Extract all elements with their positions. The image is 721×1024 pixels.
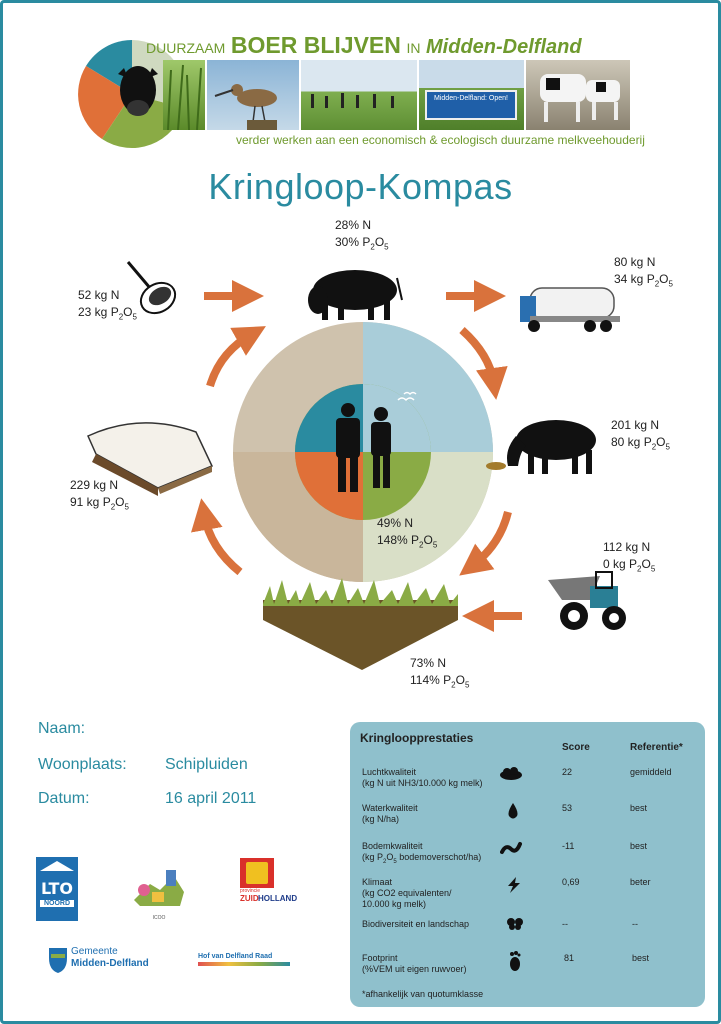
row-bio-name: Biodiversiteit en landschap [362, 919, 470, 929]
name-label: Naam: [38, 720, 86, 737]
row-water-name: Waterkwaliteit [362, 803, 418, 813]
fertilizer-spreader-icon [548, 572, 626, 630]
row-climate-score: 0,69 [562, 877, 580, 887]
cow-pct-p: 30% $P_2O_5$ [335, 235, 389, 252]
row-climate-ref: beter [630, 877, 651, 887]
row-climate-unit2: 10.000 kg melk) [362, 899, 427, 909]
row-water-score: 53 [562, 803, 573, 813]
soil-label [410, 655, 469, 693]
crop-n: 229 kg N [70, 478, 119, 492]
row-footprint-unit: (%VEM uit eigen ruwvoer) [362, 964, 467, 974]
lto-logo [36, 857, 78, 921]
manure-n: 201 kg N [611, 418, 660, 432]
fertilizer-label [603, 539, 655, 577]
row-air-unit: (kg N uit NH3/10.000 kg melk) [362, 778, 483, 788]
center-label [377, 515, 437, 553]
manure-label [611, 417, 670, 455]
footprint-icon [508, 950, 522, 972]
row-water-ref: best [630, 803, 648, 813]
center-p: 148% $P_2O_5$ [377, 533, 438, 550]
lightning-icon [506, 876, 522, 894]
holland-text: HOLLAND [258, 894, 298, 903]
feed-n: 52 kg N [78, 288, 120, 302]
date-label: Datum: [38, 790, 90, 807]
crop-label [70, 477, 129, 515]
cow-icon [308, 270, 402, 320]
feed-label [78, 287, 137, 325]
sign-board: Midden-Delfland: Open! [425, 90, 517, 120]
row-footprint-ref: best [632, 953, 650, 963]
soil-p: 114% $P_2O_5$ [410, 673, 470, 690]
hof-stripe [198, 962, 290, 966]
row-air-score: 22 [562, 767, 573, 777]
row-air-name: Luchtkwaliteit [362, 767, 417, 777]
provincie-text: provincie [240, 888, 261, 894]
feed-p: 23 kg $P_2O_5$ [78, 305, 137, 322]
milk-n: 80 kg N [614, 255, 656, 269]
fert-n: 112 kg N [603, 540, 651, 554]
cow-label [335, 217, 389, 255]
col-score-header: Score [562, 742, 590, 753]
lto-noord-text: NOORD [40, 900, 74, 907]
panel-footnote: *afhankelijk van quotumklasse [362, 989, 484, 999]
row-soil-score: -11 [562, 841, 575, 851]
worm-icon [500, 840, 524, 856]
milk-p: 34 kg $P_2O_5$ [614, 272, 673, 289]
gemeente-text: Gemeente [71, 946, 118, 957]
page-title: Kringloop-Kompas [208, 166, 513, 207]
hof-logo [198, 953, 290, 973]
row-air-ref: gemiddeld [630, 767, 672, 777]
milk-truck-icon [520, 288, 620, 332]
gemeente-logo [47, 944, 167, 976]
icoo-text: ICOO [152, 915, 166, 921]
manure-p: 80 kg $P_2O_5$ [611, 435, 670, 452]
cloud-icon [498, 766, 524, 782]
hof-text: Hof van Delfland Raad [198, 953, 273, 960]
butterfly-icon [506, 917, 524, 931]
place-label: Woonplaats: [38, 756, 127, 773]
fert-p: 0 kg $P_2O_5$ [603, 557, 656, 574]
water-drop-icon [506, 802, 520, 820]
row-water-unit: (kg N/ha) [362, 814, 400, 824]
panel-title: Kringloopprestaties [360, 731, 474, 745]
gemeente-name-text: Midden-Delfland [71, 958, 149, 969]
lto-text: LTO [40, 879, 74, 898]
date-value: 16 april 2011 [165, 790, 257, 807]
performance-panel [350, 722, 705, 1007]
header-title-prefix: DUURZAAM [146, 40, 226, 56]
row-soil-name: Bodemkwaliteit [362, 841, 423, 851]
row-soil-ref: best [630, 841, 648, 851]
header-title-main: BOER BLIJVEN [230, 32, 401, 58]
milk-label [614, 254, 673, 292]
row-footprint-score: 81 [564, 953, 575, 963]
row-bio-ref: -- [632, 919, 638, 929]
center-n: 49% N [377, 516, 414, 530]
soil-n: 73% N [410, 656, 447, 670]
zuid-text: ZUID [240, 894, 259, 903]
row-climate-name: Klimaat [362, 877, 393, 887]
icoo-logo [130, 862, 188, 921]
provincie-logo [236, 858, 298, 908]
kompas-wheel [233, 322, 493, 582]
place-value: Schipluiden [165, 756, 248, 773]
header-subtitle: verder werken aan een economisch & ecologisch duurzame melkveehouderij [236, 133, 645, 147]
row-footprint-name: Footprint [362, 953, 398, 963]
header-title-in: IN [406, 40, 421, 56]
cow-pct-n: 28% N [335, 218, 372, 232]
row-bio-score: -- [562, 919, 568, 929]
crop-p: 91 kg $P_2O_5$ [70, 495, 129, 512]
col-ref-header: Referentie* [630, 742, 683, 753]
grazing-cow-icon [486, 420, 596, 474]
row-soil-unit: (kg $P_2O_5$ bodemoverschot/ha) [362, 852, 482, 865]
header-title-place: Midden-Delfland [426, 36, 582, 58]
row-climate-unit: (kg CO2 equivalenten/ [362, 888, 452, 898]
